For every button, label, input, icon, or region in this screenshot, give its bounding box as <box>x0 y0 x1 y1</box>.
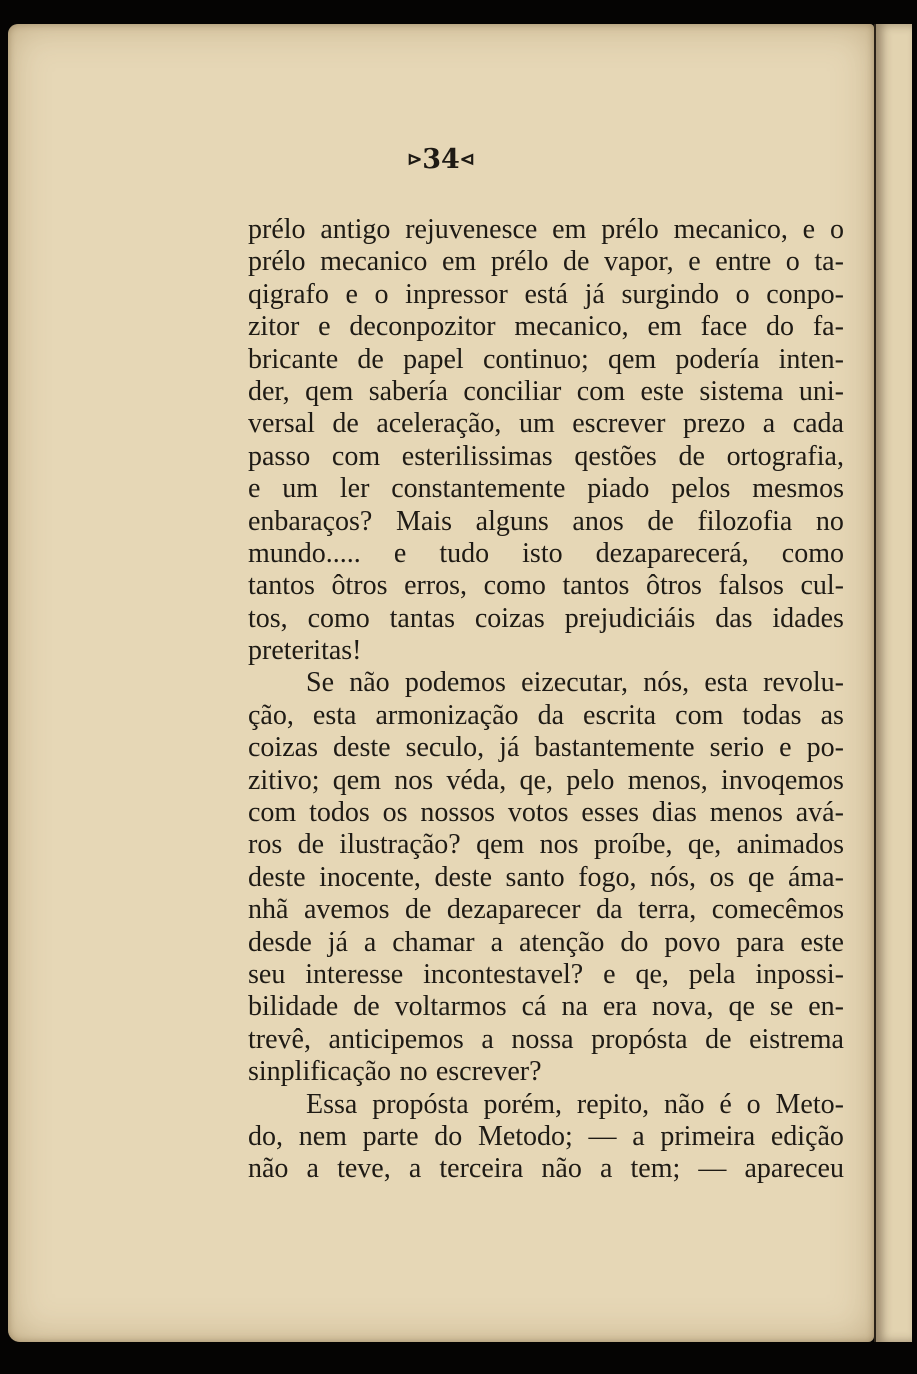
word: e <box>345 278 358 310</box>
word: está <box>524 278 568 310</box>
word: anticipemos <box>328 1023 464 1055</box>
word: um <box>282 473 319 505</box>
word: anos <box>572 505 624 537</box>
word: idades <box>772 602 844 634</box>
word: para <box>736 926 785 958</box>
word: Mais <box>396 505 452 537</box>
word: e <box>779 732 792 764</box>
word: avemos <box>303 894 390 926</box>
word: atenção <box>518 926 605 958</box>
word: nossa <box>511 1023 574 1055</box>
word: com <box>576 375 626 407</box>
word: mesmos <box>752 473 844 505</box>
text-line <box>248 311 844 343</box>
word: bricante <box>248 343 339 375</box>
word: prélo <box>248 246 306 278</box>
word: papel <box>403 343 464 375</box>
word: com <box>675 699 724 731</box>
text-line <box>248 732 844 764</box>
word: nos <box>539 829 579 861</box>
word: de <box>678 440 705 472</box>
word: zitivo; <box>248 764 320 796</box>
word: cada <box>792 408 844 440</box>
word: de <box>332 408 359 440</box>
word: qe <box>728 991 755 1023</box>
text-line <box>248 1024 844 1056</box>
text-line <box>248 408 844 440</box>
word: Essa <box>306 1088 358 1120</box>
word: erros, <box>404 570 468 602</box>
word: zitor <box>248 311 300 343</box>
word: no <box>399 1056 428 1088</box>
word: a <box>632 1120 645 1152</box>
word: po- <box>806 732 844 764</box>
word: menos, <box>627 764 708 796</box>
text-line <box>248 279 844 311</box>
word: proíbe, <box>593 829 673 861</box>
word: prezo <box>683 408 746 440</box>
word: enbaraços? <box>248 505 373 537</box>
word: os <box>382 797 408 829</box>
word: santo <box>505 861 565 893</box>
word: qem <box>332 764 382 796</box>
text-line <box>248 894 844 926</box>
word: face <box>700 311 748 343</box>
word: qe, <box>687 829 722 861</box>
text-line <box>248 506 844 538</box>
text-line <box>248 570 844 602</box>
word: no <box>815 505 844 537</box>
text-line <box>248 1121 844 1153</box>
book-page <box>8 24 874 1342</box>
word: de <box>647 505 674 537</box>
word: qe <box>747 861 775 893</box>
word: nem <box>298 1120 347 1152</box>
text-line <box>248 1056 844 1088</box>
text-line <box>248 441 844 473</box>
word: nova, <box>652 991 714 1023</box>
word: e <box>603 958 616 990</box>
text-line <box>248 927 844 959</box>
word: eizecutar, <box>521 667 629 699</box>
word: sabería <box>368 375 448 407</box>
word: com <box>331 440 381 472</box>
word: parte <box>362 1120 419 1152</box>
word: voltarmos <box>394 991 507 1023</box>
page-header <box>8 144 874 175</box>
word: entre <box>715 246 772 278</box>
word: em <box>442 246 477 278</box>
word: falsos <box>718 570 784 602</box>
word: pela <box>688 958 736 990</box>
word: de <box>705 1023 732 1055</box>
word: de <box>297 829 325 861</box>
word: de <box>404 894 432 926</box>
word: dezaparecer <box>446 894 581 926</box>
word: como <box>781 537 844 569</box>
word: já <box>327 926 348 958</box>
word: véda, <box>446 764 507 796</box>
word: mecanico, <box>673 214 788 245</box>
word: a <box>481 1023 494 1055</box>
word: e <box>318 311 331 343</box>
word: antigo <box>320 214 391 245</box>
word: surgindo <box>621 278 719 310</box>
word: dezaparecerá, <box>595 537 749 569</box>
word: é <box>719 1088 732 1120</box>
word: teve, <box>337 1153 391 1185</box>
ornament-left-icon: ⊳ <box>407 149 423 170</box>
text-line <box>248 344 844 376</box>
word: conciliar <box>463 375 562 407</box>
word: as <box>820 699 844 731</box>
word: porém, <box>483 1088 563 1120</box>
word: filozofia <box>697 505 793 537</box>
word: de <box>353 991 380 1023</box>
word: o <box>735 278 750 310</box>
word: armonização <box>375 699 519 731</box>
text-line <box>248 1153 844 1185</box>
word: do <box>434 1120 463 1152</box>
word: eistrema <box>749 1023 844 1055</box>
word: cá <box>521 991 547 1023</box>
word: e <box>393 537 407 569</box>
word: o <box>374 278 389 310</box>
word: das <box>715 602 753 634</box>
text-line <box>248 667 844 699</box>
text-line <box>248 1089 844 1121</box>
word: ler <box>339 473 370 505</box>
word: avá- <box>795 797 844 829</box>
word: e <box>802 214 816 245</box>
word: ção, <box>248 699 294 731</box>
word: rejuvenesce <box>405 214 538 245</box>
word: tudo <box>439 537 490 569</box>
text-line <box>248 473 844 505</box>
word: inpossi- <box>755 958 844 990</box>
word: já <box>584 278 605 310</box>
word: trevê, <box>248 1023 311 1055</box>
word: constantemente <box>391 473 566 505</box>
word: invoqemos <box>721 764 844 796</box>
word: o <box>746 1088 761 1120</box>
word: áma- <box>787 861 844 893</box>
word: apareceu <box>744 1153 844 1185</box>
word: qem <box>476 829 525 861</box>
word: qem <box>305 375 354 407</box>
word: inten- <box>778 343 844 375</box>
word: qe, <box>519 764 553 796</box>
word: repito, <box>576 1088 650 1120</box>
word: aceleração, <box>376 408 502 440</box>
body-text <box>248 214 844 1186</box>
word: deste <box>434 861 492 893</box>
word: povo <box>664 926 721 958</box>
word: sinplificação <box>248 1056 392 1088</box>
word: bilidade <box>248 991 339 1023</box>
word: a <box>408 1153 422 1185</box>
word: terceira <box>439 1153 524 1185</box>
word: pelo <box>566 764 615 796</box>
word: der, <box>248 375 290 407</box>
word: ta- <box>814 246 844 278</box>
text-line <box>248 538 844 570</box>
word: de <box>562 246 590 278</box>
word: a <box>306 1153 319 1185</box>
word: podemos <box>404 667 506 699</box>
word: alguns <box>475 505 549 537</box>
word: prélo <box>490 246 549 278</box>
word: do <box>766 311 794 343</box>
word: ros <box>248 829 283 861</box>
word: em <box>647 311 682 343</box>
word: podería <box>675 343 760 375</box>
word: a <box>599 1153 613 1185</box>
word: os <box>709 861 735 893</box>
word: terra, <box>638 894 697 926</box>
word: se <box>769 991 794 1023</box>
word: escrever? <box>435 1056 542 1088</box>
word: ortografia, <box>726 440 844 472</box>
word: da <box>596 894 623 926</box>
word: — <box>588 1120 617 1152</box>
word: nhã <box>248 894 289 926</box>
word: ilustração? <box>339 829 461 861</box>
page-number: 34 <box>422 144 460 175</box>
word: interesse <box>305 958 404 990</box>
word: propósta <box>372 1088 469 1120</box>
word: vapor, <box>603 246 674 278</box>
word: deconpozitor <box>349 311 496 343</box>
word: em <box>552 214 587 245</box>
word: com <box>248 797 297 829</box>
word: como <box>307 602 370 634</box>
word: não <box>541 1153 582 1185</box>
word: versal <box>248 408 315 440</box>
word: deste <box>248 861 306 893</box>
word: este <box>640 375 684 407</box>
word: conpo- <box>766 278 844 310</box>
word: qe, <box>635 958 669 990</box>
word: desde <box>248 926 312 958</box>
word: passo <box>248 440 311 472</box>
word: fogo, <box>578 861 637 893</box>
word: inocente, <box>319 861 421 893</box>
word: de <box>357 343 384 375</box>
word: e <box>688 246 701 278</box>
word: tantos <box>562 570 630 602</box>
word: esta <box>312 699 357 731</box>
word: escrita <box>583 699 657 731</box>
word: nossos <box>420 797 496 829</box>
text-line <box>248 214 844 246</box>
word: mundo..... <box>248 537 361 569</box>
word: fa- <box>812 311 844 343</box>
word: qem <box>607 343 657 375</box>
word: ôtros <box>331 570 388 602</box>
word: um <box>518 408 555 440</box>
word: isto <box>522 537 563 569</box>
word: Se <box>306 667 334 699</box>
text-line <box>248 959 844 991</box>
word: a <box>490 926 503 958</box>
next-page-edge <box>874 24 912 1342</box>
word: pelos <box>671 473 731 505</box>
word: ôtros <box>645 570 702 602</box>
word: mecanico, <box>514 311 629 343</box>
word: todas <box>742 699 802 731</box>
word: da <box>537 699 564 731</box>
word: qigrafo <box>248 278 329 310</box>
word: revolu- <box>763 667 844 699</box>
word: qestões <box>574 440 657 472</box>
word: inpressor <box>405 278 508 310</box>
word: na <box>561 991 588 1023</box>
word: deste <box>333 732 391 764</box>
word: esterilissimas <box>401 440 553 472</box>
word: o <box>829 214 844 245</box>
word: incontestavel? <box>423 958 584 990</box>
text-line <box>248 797 844 829</box>
word: uni- <box>798 375 844 407</box>
word: do <box>620 926 649 958</box>
word: prélo <box>248 214 306 245</box>
text-line <box>248 246 844 278</box>
word: seculo, <box>405 732 485 764</box>
word: tem; <box>630 1153 681 1185</box>
text-line <box>248 829 844 861</box>
word: seu <box>248 958 286 990</box>
word: nós, <box>650 861 696 893</box>
word: serio <box>709 732 765 764</box>
word: tantas <box>389 602 455 634</box>
word: propósta <box>591 1023 688 1055</box>
word: coizas <box>248 732 318 764</box>
word: nos <box>394 764 434 796</box>
word: era <box>602 991 638 1023</box>
word: Metodo; <box>477 1120 573 1152</box>
word: menos <box>709 797 783 829</box>
word: coizas <box>474 602 545 634</box>
word: sistema <box>699 375 784 407</box>
word: comecêmos <box>711 894 844 926</box>
word: votos <box>507 797 569 829</box>
word: nós, <box>643 667 690 699</box>
text-line <box>248 603 844 635</box>
word: o <box>785 246 800 278</box>
text-line <box>248 765 844 797</box>
word: e <box>248 473 261 505</box>
text-line <box>248 862 844 894</box>
word: — <box>698 1153 727 1185</box>
text-line <box>248 635 844 667</box>
word: não <box>349 667 390 699</box>
word: todos <box>309 797 370 829</box>
word: prejudiciáis <box>564 602 696 634</box>
word: a <box>363 926 377 958</box>
word: não <box>248 1153 289 1185</box>
word: edição <box>770 1120 844 1152</box>
word: preteritas! <box>248 635 362 667</box>
word: prélo <box>601 214 659 245</box>
word: esses <box>581 797 639 829</box>
word: continuo; <box>482 343 589 375</box>
word: do, <box>248 1120 283 1152</box>
word: primeira <box>660 1120 756 1152</box>
word: tos, <box>248 602 288 634</box>
text-line <box>248 991 844 1023</box>
word: não <box>664 1088 705 1120</box>
word: a <box>762 408 776 440</box>
word: bastantemente <box>534 732 695 764</box>
word: mecanico <box>320 246 428 278</box>
word: animados <box>736 829 844 861</box>
ornament-right-icon: ⊲ <box>459 149 475 170</box>
word: esta <box>704 667 748 699</box>
word: Meto- <box>775 1088 844 1120</box>
word: já <box>499 732 520 764</box>
word: escrever <box>572 408 666 440</box>
word: chamar <box>392 926 475 958</box>
word: como <box>483 570 546 602</box>
word: este <box>800 926 844 958</box>
word: piado <box>587 473 650 505</box>
text-line <box>248 376 844 408</box>
word: tantos <box>248 570 315 602</box>
word: cul- <box>800 570 844 602</box>
word: en- <box>808 991 844 1023</box>
text-line <box>248 700 844 732</box>
word: dias <box>651 797 697 829</box>
